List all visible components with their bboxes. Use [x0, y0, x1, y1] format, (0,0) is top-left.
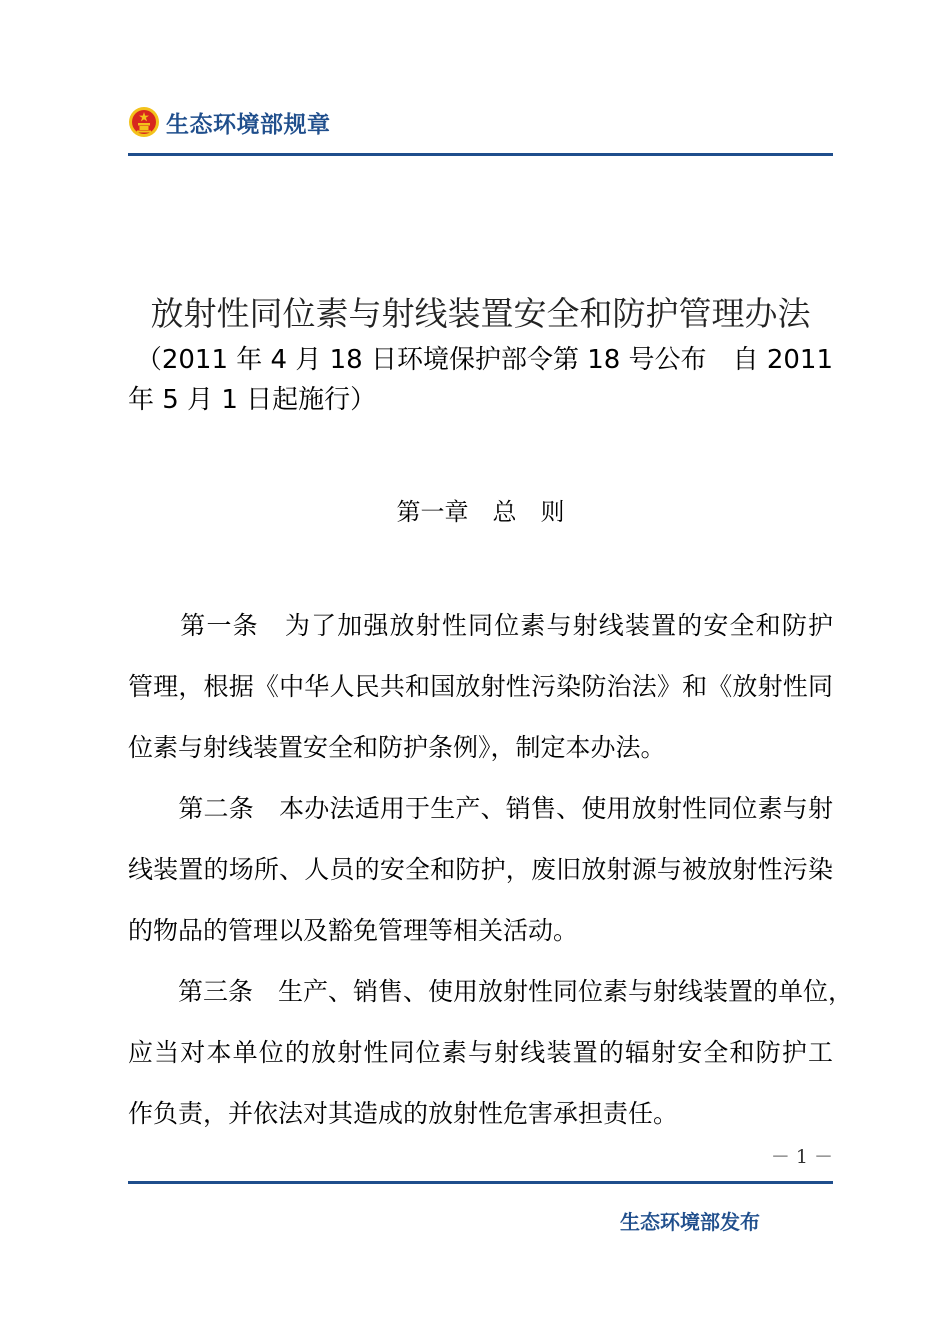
- article-line: 的物品的管理以及豁免管理等相关活动。: [128, 916, 579, 945]
- article-line: 作负责，并依法对其造成的放射性危害承担责任。: [128, 1099, 679, 1128]
- subtitle-line: 年 5 月 1 日起施行）: [128, 385, 377, 415]
- article-1: [128, 605, 833, 788]
- footer-publisher: 生态环境部发布: [620, 1210, 760, 1234]
- article-line: 第二条 本办法适用于生产、销售、使用放射性同位素与射: [128, 794, 833, 823]
- subtitle-line: （2011 年 4 月 18 日环境保护部令第 18 号公布 自 2011: [135, 345, 833, 375]
- article-line: 第一条 为了加强放射性同位素与射线装置的安全和防护: [128, 611, 833, 640]
- article-line: 线装置的场所、人员的安全和防护，废旧放射源与被放射性污染: [128, 855, 833, 884]
- page-header: [128, 100, 331, 144]
- document-subtitle: [128, 340, 833, 420]
- footer-divider: [128, 1181, 833, 1184]
- chapter-heading: 第一章 总 则: [396, 498, 565, 526]
- article-line: 应当对本单位的放射性同位素与射线装置的辐射安全和防护工: [128, 1038, 833, 1067]
- article-line: 位素与射线装置安全和防护条例》，制定本办法。: [128, 733, 666, 762]
- article-3: [128, 971, 854, 1154]
- article-2: [128, 788, 833, 971]
- header-title: 生态环境部规章: [166, 111, 331, 138]
- document-title: 放射性同位素与射线装置安全和防护管理办法: [150, 294, 811, 333]
- national-emblem-icon: [128, 106, 160, 138]
- page-number: － 1 －: [770, 1146, 833, 1168]
- header-divider: [128, 153, 833, 156]
- article-line: 管理，根据《中华人民共和国放射性污染防治法》和《放射性同: [128, 672, 833, 701]
- article-line: 第三条 生产、销售、使用放射性同位素与射线装置的单位，: [128, 977, 854, 1006]
